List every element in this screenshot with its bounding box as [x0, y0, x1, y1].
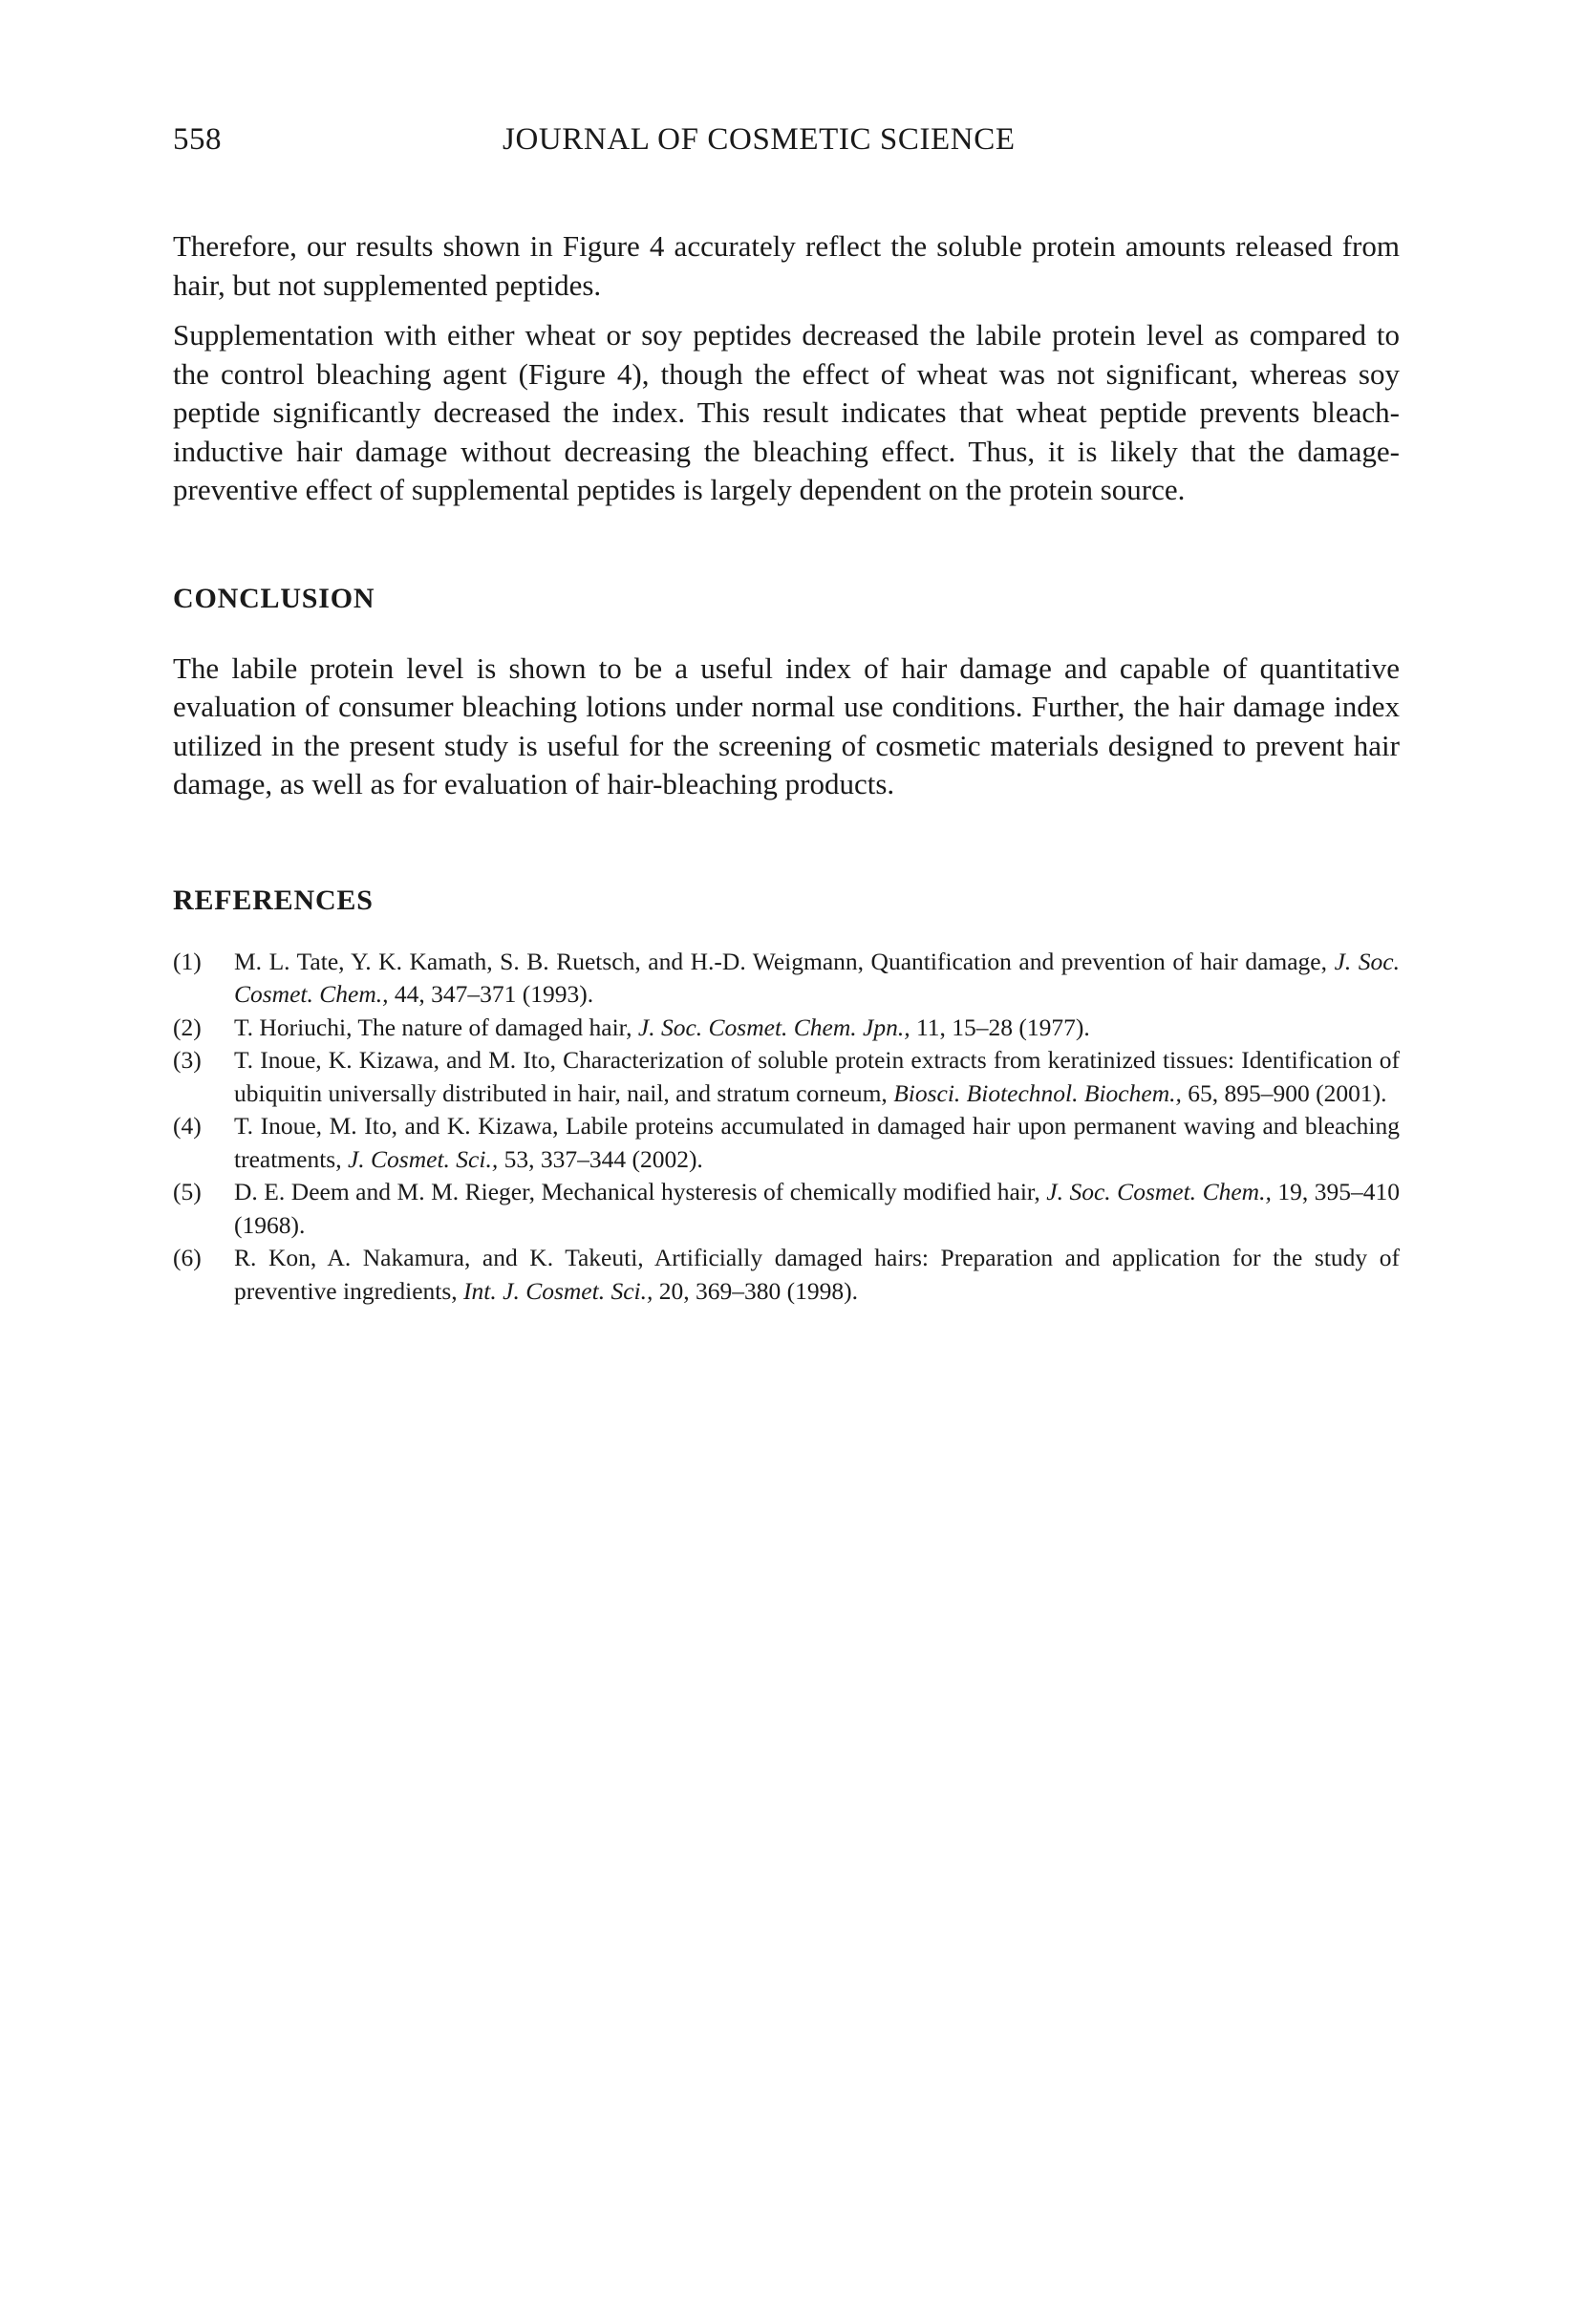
- reference-number: (2): [173, 1013, 202, 1041]
- reference-item-2: [173, 1012, 1400, 1045]
- reference-journal: J. Soc. Cosmet. Chem.,: [1046, 1178, 1272, 1205]
- page-number: 558: [173, 122, 222, 157]
- reference-item-3: [173, 1044, 1400, 1110]
- body-paragraph-1: Therefore, our results shown in Figure 4 accurately reflect the soluble protein amounts released from hair, but not supplemented peptides.: [173, 229, 1400, 302]
- reference-journal: J. Soc. Cosmet. Chem. Jpn.,: [637, 1013, 910, 1041]
- reference-item-4: [173, 1110, 1400, 1176]
- reference-list: [173, 946, 1400, 1309]
- conclusion-heading: CONCLUSION: [173, 582, 375, 614]
- reference-journal: J. Cosmet. Sci.,: [347, 1144, 499, 1173]
- references-heading: REFERENCES: [173, 884, 374, 916]
- reference-text: R. Kon, A. Nakamura, and K. Takeuti, Artificially damaged hairs: Preparation and application for the study of preventive ingredients, Int. J. Cosmet. Sci., 20, 369–380 (1998).: [234, 1244, 1400, 1305]
- reference-number: (4): [173, 1112, 202, 1140]
- reference-journal: Int. J. Cosmet. Sci.,: [463, 1276, 653, 1305]
- conclusion-paragraph: The labile protein level is shown to be a useful index of hair damage and capable of quantitative evaluation of consumer bleaching lotions under normal use conditions. Further, the hair damage index utilized in the present study is useful for the screening of cosmetic materials designed to prevent hair damage, as well as for evaluation of hair-bleaching products.: [173, 650, 1400, 800]
- reference-journal: Biosci. Biotechnol. Biochem.,: [893, 1078, 1182, 1107]
- reference-text: T. Inoue, K. Kizawa, and M. Ito, Characterization of soluble protein extracts from keratinized tissues: Identification of ubiquitin universally distributed in hair, nail, and stratum corneum, Biosci. Biotechnol. Biochem., 65, 895–900 (2001).: [234, 1046, 1400, 1107]
- reference-text: D. E. Deem and M. M. Rieger, Mechanical hysteresis of chemically modified hair, J. Soc. Cosmet. Chem., 19, 395–410 (1968).: [234, 1178, 1400, 1239]
- reference-number: (1): [173, 947, 202, 975]
- journal-page: [173, 122, 1400, 1308]
- reference-item-5: [173, 1176, 1400, 1242]
- journal-title: JOURNAL OF COSMETIC SCIENCE: [503, 122, 1016, 157]
- reference-journal: J. Soc. Cosmet. Chem.,: [234, 947, 1400, 1008]
- reference-number: (6): [173, 1244, 202, 1271]
- reference-text: M. L. Tate, Y. K. Kamath, S. B. Ruetsch, and H.-D. Weigmann, Quantification and prevention of hair damage, J. Soc. Cosmet. Chem., 44, 347–371 (1993).: [234, 947, 1400, 1008]
- reference-number: (5): [173, 1178, 202, 1205]
- reference-item-6: [173, 1242, 1400, 1308]
- reference-text: T. Inoue, M. Ito, and K. Kizawa, Labile proteins accumulated in damaged hair upon permanent waving and bleaching treatments, J. Cosmet. Sci., 53, 337–344 (2002).: [234, 1112, 1400, 1173]
- reference-item-1: [173, 946, 1400, 1012]
- reference-text: T. Horiuchi, The nature of damaged hair, J. Soc. Cosmet. Chem. Jpn., 11, 15–28 (1977).: [234, 1013, 1090, 1041]
- running-head: [173, 122, 1400, 168]
- reference-number: (3): [173, 1046, 202, 1074]
- body-paragraph-2: Supplementation with either wheat or soy peptides decreased the labile protein level as compared to the control bleaching agent (Figure 4), though the effect of wheat was not significant, whereas soy peptide significantly decreased the index. This result indicates that wheat peptide prevents bleach-inductive hair damage without decreasing the bleaching effect. Thus, it is likely that the damage-preventive effect of supplemental peptides is largely dependent on the protein source.: [173, 318, 1400, 506]
